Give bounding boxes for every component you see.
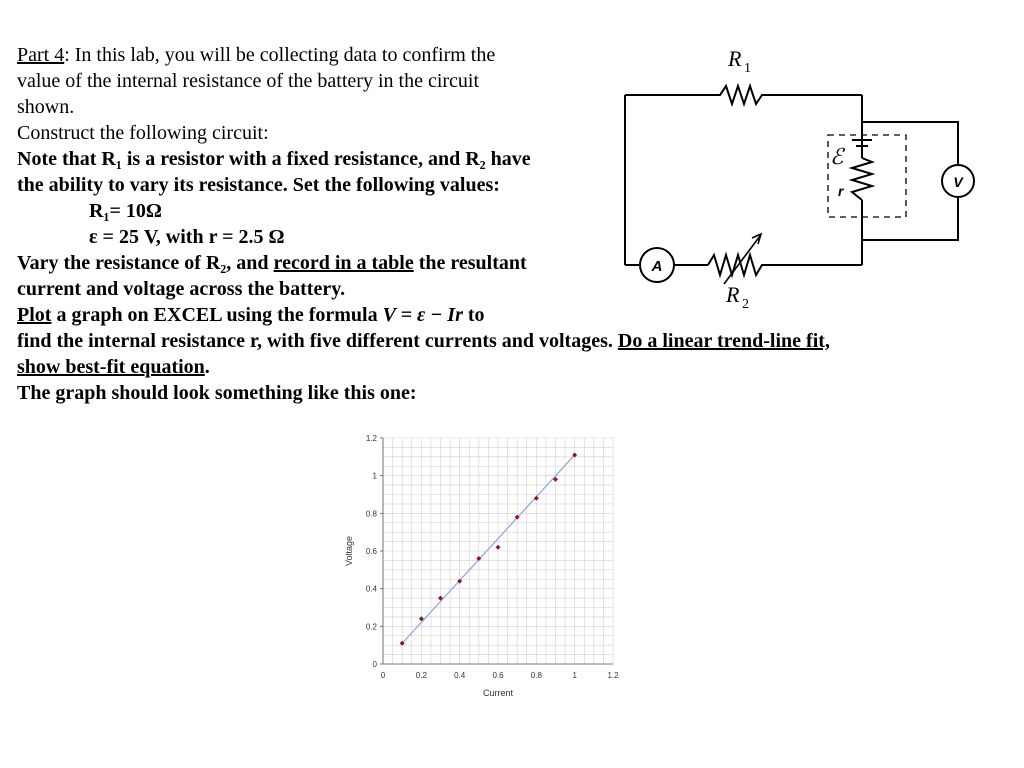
ammeter-label: A	[651, 258, 663, 275]
x-tick-label: 0.6	[492, 671, 504, 680]
line-3: shown.	[17, 96, 75, 118]
line-1-text: : In this lab, you will be collecting data to confirm the	[64, 44, 496, 66]
y-tick-label: 0	[372, 660, 377, 669]
y-tick-label: 0.4	[365, 584, 377, 594]
r1-resistor	[625, 86, 862, 104]
internal-resistance	[852, 158, 872, 200]
y-axis-label: Voltage	[344, 535, 354, 567]
x-tick-label: 0.2	[415, 671, 427, 680]
line-14: The graph should look something like this one:	[17, 382, 417, 404]
r2-resistor	[708, 255, 862, 275]
x-axis-label: Current	[482, 688, 514, 698]
line-7: R₁= 10Ω	[89, 200, 162, 222]
x-tick-label: 1	[572, 671, 577, 680]
line-11	[17, 302, 485, 328]
line-10: current and voltage across the battery.	[17, 278, 346, 300]
line-11-b: to	[462, 304, 485, 326]
r2-sub: 2	[742, 297, 749, 312]
voltmeter-top-wire	[862, 122, 958, 165]
r2-label: R	[726, 282, 740, 307]
x-tick-label: 0.8	[530, 671, 542, 680]
x-tick-label: 0.4	[454, 671, 466, 680]
internal-r-label: r	[838, 183, 844, 199]
r1-sub: 1	[744, 61, 751, 76]
plot-text: Plot	[17, 304, 52, 326]
x-tick-label: 0	[380, 671, 386, 680]
part-heading: Part 4	[17, 44, 65, 66]
data-point	[496, 545, 501, 550]
voltage-current-chart	[330, 428, 630, 708]
line-12-a: find the internal resistance r, with five different currents and voltages.	[17, 330, 618, 352]
line-13-b: .	[204, 356, 210, 378]
line-12	[17, 328, 830, 354]
trendline-instruction: Do a linear trend-line fit,	[617, 330, 830, 352]
line-9-a: Vary the resistance of R₂, and	[17, 252, 274, 274]
line-1	[17, 42, 495, 68]
formula: V = ε − Ir	[382, 304, 463, 326]
voltmeter-label: V	[953, 174, 963, 190]
voltmeter-bottom-wire	[862, 197, 958, 240]
line-6: the ability to vary its resistance. Set the following values:	[17, 174, 500, 196]
line-9-b: the resultant	[413, 252, 527, 274]
line-9	[17, 250, 527, 276]
y-tick-label: 1.2	[365, 434, 377, 443]
line-4: Construct the following circuit:	[17, 122, 269, 144]
y-tick-label: 0.2	[365, 622, 377, 632]
line-5: Note that R₁ is a resistor with a fixed resistance, and R₂ have	[17, 148, 531, 170]
line-2: value of the internal resistance of the battery in the circuit	[17, 70, 480, 92]
record-table-text: record in a table	[273, 252, 414, 274]
r1-label: R	[728, 46, 742, 71]
emf-label: ℰ	[830, 144, 844, 169]
y-tick-label: 0.8	[365, 509, 377, 519]
line-11-a: a graph on EXCEL using the formula	[51, 304, 383, 326]
y-tick-label: 0.6	[365, 547, 377, 556]
chart-grid	[383, 438, 613, 664]
line-8: ε = 25 V, with r = 2.5 Ω	[89, 226, 285, 248]
best-fit-instruction: show best-fit equation	[17, 356, 205, 378]
x-tick-label: 1.2	[607, 671, 619, 680]
data-point	[534, 496, 539, 501]
y-tick-label: 1	[372, 471, 377, 481]
line-13	[17, 354, 210, 380]
circuit-diagram	[600, 40, 1020, 320]
